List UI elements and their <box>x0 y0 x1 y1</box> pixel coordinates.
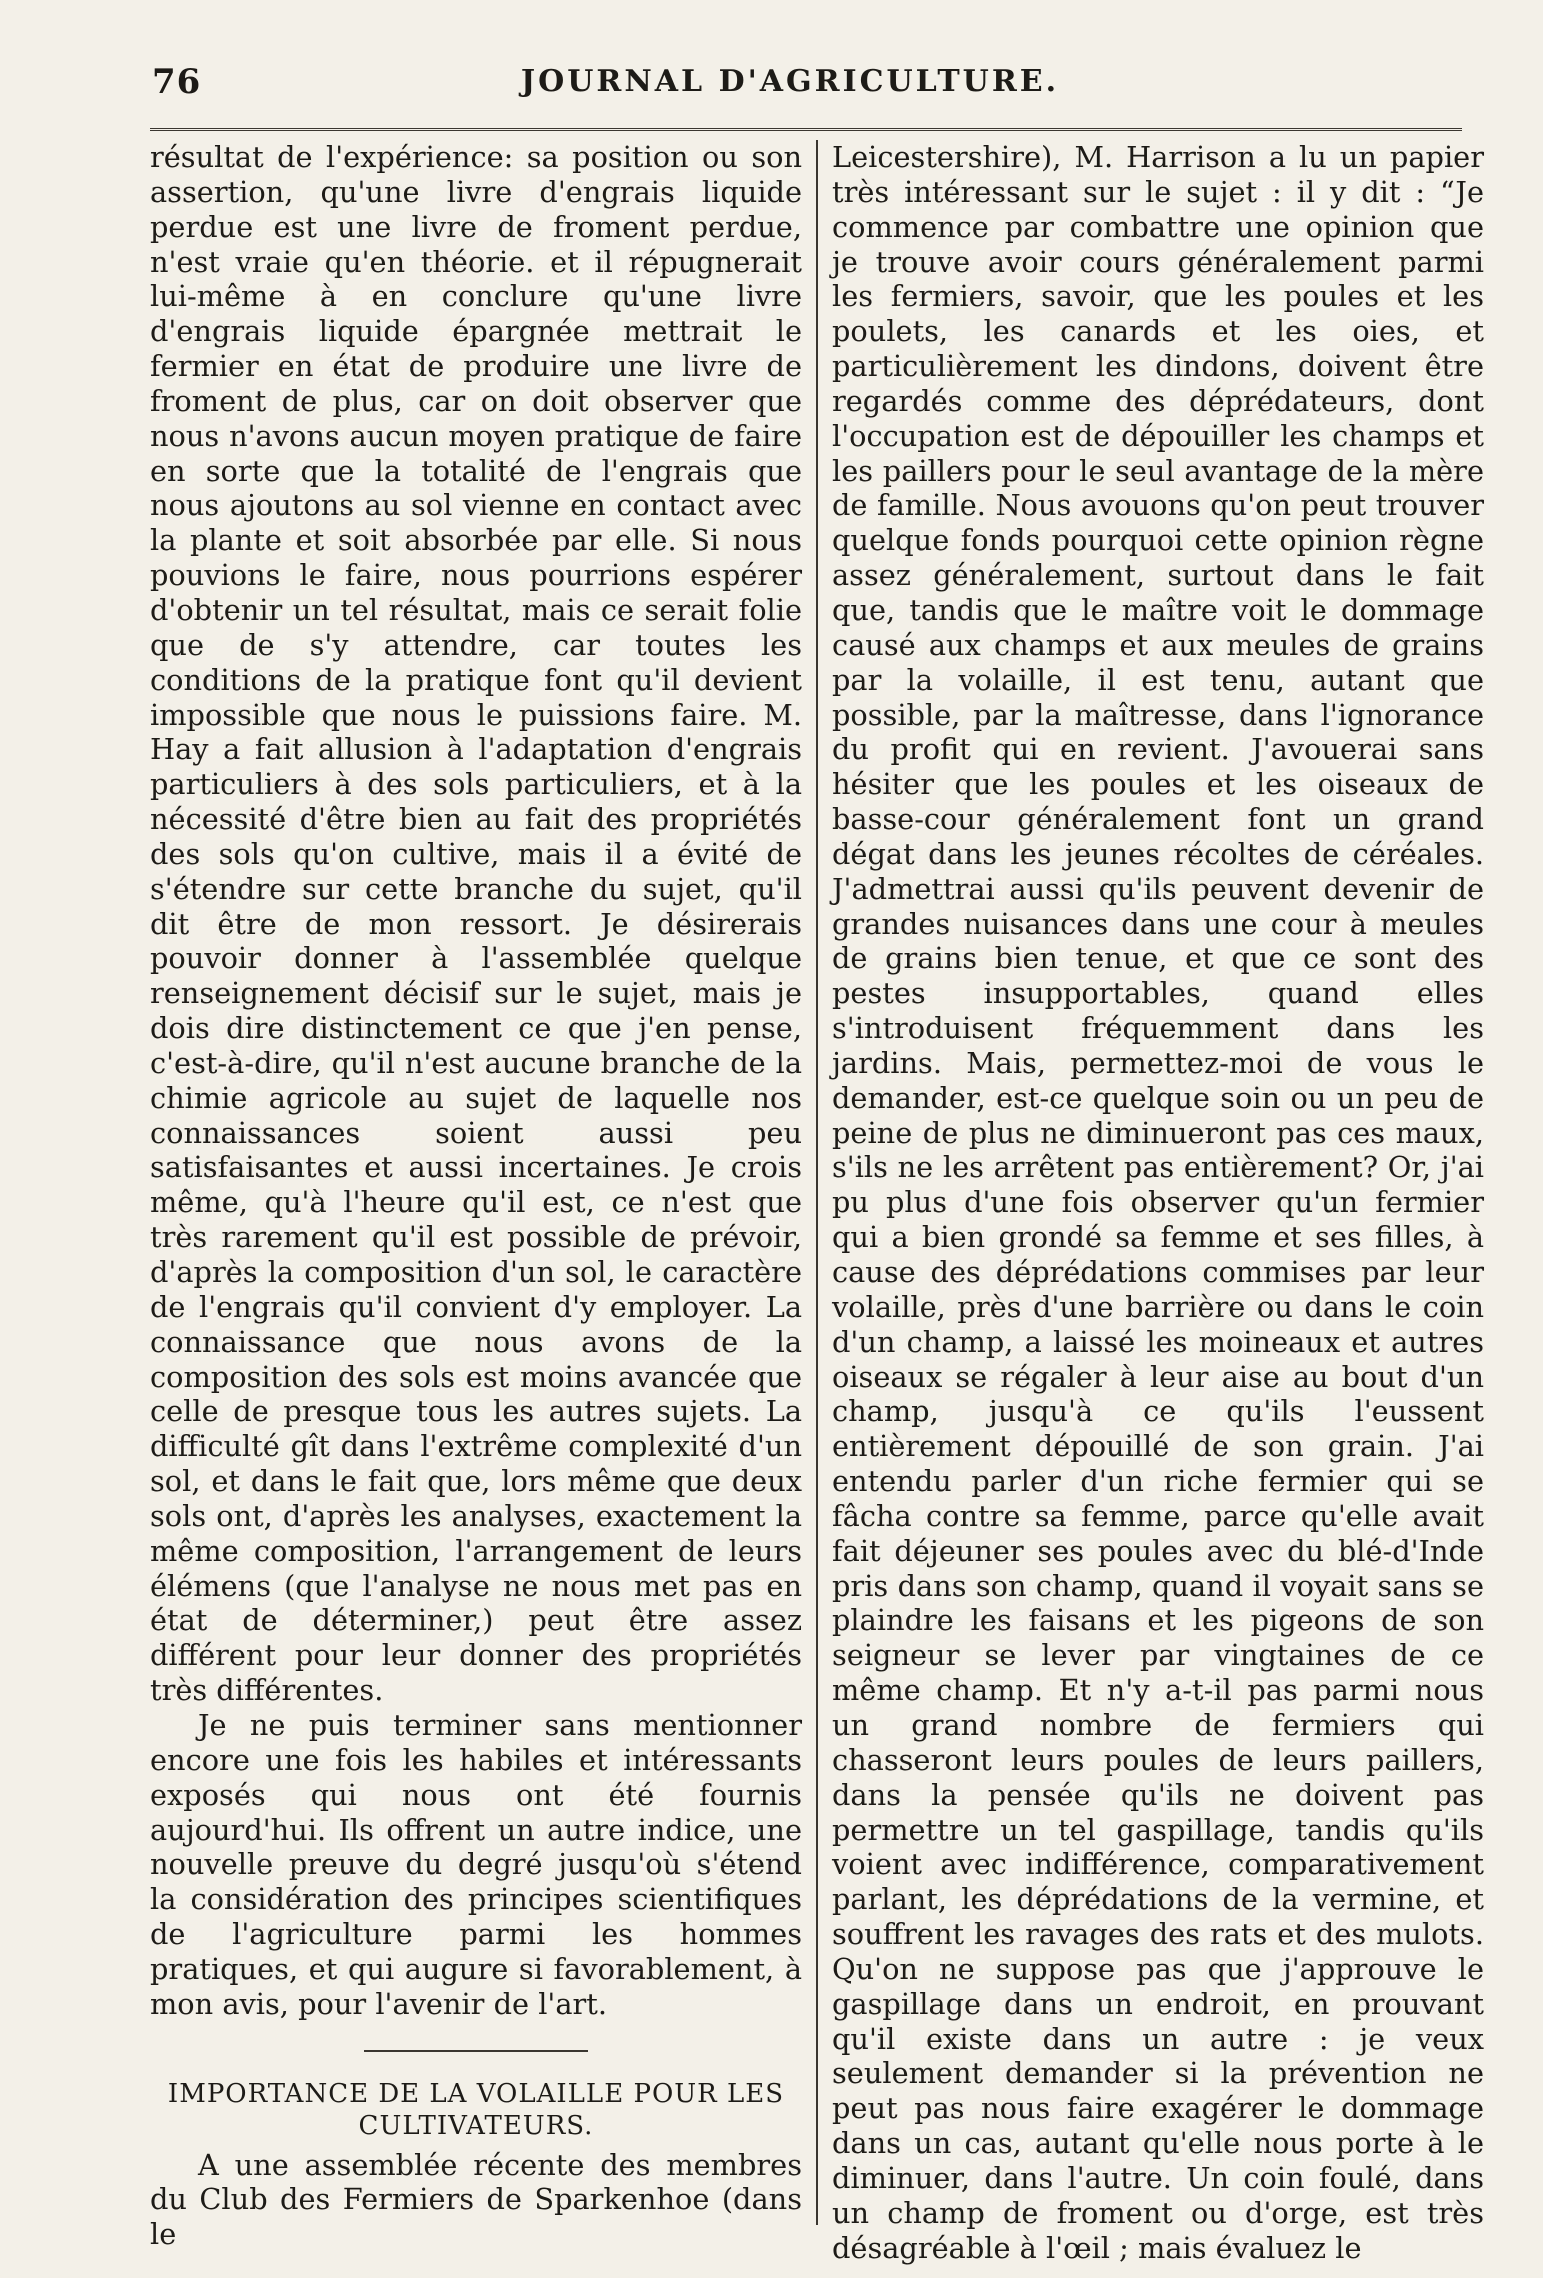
page-number: 76 <box>152 62 202 102</box>
left-column <box>150 140 802 2252</box>
right-column <box>832 140 1484 2265</box>
running-head <box>140 58 1440 108</box>
left-paragraph-article-start: A une assemblée récente des membres du Club des Fermiers de Sparkenhoe (dans le <box>150 2147 802 2252</box>
right-paragraph-article-body: Leicestershire), M. Harrison a lu un papier très intéressant sur le sujet : il y dit : “Je commence par combattre une opinion que je trouve avoir cours généralement parmi les fermiers, savoir, que les poules et les poulets, les canards et les oies, et particulièrement les dindons, doivent être regardés comme des déprédateurs, dont l'occupation est de dépouiller les champs et les paillers pour le seul avantage de la mère de famille. Nous avouons qu'on peut trouver quelque fonds pourquoi cette opinion règne assez généralement, surtout dans le fait que, tandis que le maître voit le dommage causé aux champs et aux meules de grains par la volaille, il est tenu, autant que possible, par la maîtresse, dans l'ignorance du profit qui en revient. J'avouerai sans hésiter que les poules et les oiseaux de basse-cour généralement font un grand dégat dans les jeunes récoltes de céréales. J'admettrai aussi qu'ils peuvent devenir de grandes nuisances dans une cour à meules de grains bien tenue, et que ce sont des pestes insupportables, quand elles s'introduisent fréquemment dans les jardins. Mais, permettez-moi de vous le demander, est-ce quelque soin ou un peu de peine de plus ne diminueront pas ces maux, s'ils ne les arrêtent pas entièrement? Or, j'ai pu plus d'une fois observer qu'un fermier qui a bien grondé sa femme et ses filles, à cause des déprédations commises par leur volaille, près d'une barrière ou dans le coin d'un champ, a laissé les moineaux et autres oiseaux se régaler à leur aise au bout d'un champ, jusqu'à ce qu'ils l'eussent entièrement dépouillé de son grain. J'ai entendu parler d'un riche fermier qui se fâcha contre sa femme, parce qu'elle avait fait déjeuner ses poules avec du blé-d'Inde pris dans son champ, quand il voyait sans se plaindre les faisans et les pigeons de son seigneur se lever par vingtaines de ce même champ. Et n'y a-t-il pas parmi nous un grand nombre de fermiers qui chasseront leurs poules de leurs paillers, dans la pensée qu'ils ne doivent pas permettre un tel gaspillage, tandis qu'ils voient avec indifférence, comparativement parlant, les déprédations de la vermine, et souffrent les ravages des rats et des mulots. Qu'on ne suppose pas que j'approuve le gaspillage dans un endroit, en prouvant qu'il existe dans un autre : je veux seulement demander si la prévention ne peut pas nous faire exagérer le dommage dans un cas, autant qu'elle nous porte à le diminuer, dans l'autre. Un coin foulé, dans un champ de froment ou d'orge, est très désagréable à l'œil ; mais évaluez le <box>832 140 1484 2265</box>
header-rule <box>150 128 1462 131</box>
column-divider <box>816 140 818 2225</box>
section-title: IMPORTANCE DE LA VOLAILLE POUR LES CULTIVATEURS. <box>167 2078 785 2141</box>
journal-title: JOURNAL D'AGRICULTURE. <box>520 64 1060 99</box>
left-paragraph-closing: Je ne puis terminer sans mentionner encore une fois les habiles et intéressants exposés qui nous ont été fournis aujourd'hui. Ils offrent un autre indice, une nouvelle preuve du degré jusqu'où s'étend la considération des principes scientifiques de l'agriculture parmi les hommes pratiques, et qui augure si favorablement, à mon avis, pour l'avenir de l'art. <box>150 1707 802 2021</box>
section-divider-rule <box>364 2050 588 2052</box>
left-paragraph-continuation: résultat de l'expérience: sa position ou son assertion, qu'une livre d'engrais liquide perdue est une livre de froment perdue, n'est vraie qu'en théorie. et il répugnerait lui-même à en conclure qu'une livre d'engrais liquide épargnée mettrait le fermier en état de produire une livre de froment de plus, car on doit observer que nous n'avons aucun moyen pratique de faire en sorte que la totalité de l'engrais que nous ajoutons au sol vienne en contact avec la plante et soit absorbée par elle. Si nous pouvions le faire, nous pourrions espérer d'obtenir un tel résultat, mais ce serait folie que de s'y attendre, car toutes les conditions de la pratique font qu'il devient impossible que nous le puissions faire. M. Hay a fait allusion à l'adaptation d'engrais particuliers à des sols particuliers, et à la nécessité d'être bien au fait des propriétés des sols qu'on cultive, mais il a évité de s'étendre sur cette branche du sujet, qu'il dit être de mon ressort. Je désirerais pouvoir donner à l'assemblée quelque renseignement décisif sur le sujet, mais je dois dire distinctement ce que j'en pense, c'est-à-dire, qu'il n'est aucune branche de la chimie agricole au sujet de laquelle nos connaissances soient aussi peu satisfaisantes et aussi incertaines. Je crois même, qu'à l'heure qu'il est, ce n'est que très rarement qu'il est possible de prévoir, d'après la composition d'un sol, le caractère de l'engrais qu'il convient d'y employer. La connaissance que nous avons de la composition des sols est moins avancée que celle de presque tous les autres sujets. La difficulté gît dans l'extrême complexité d'un sol, et dans le fait que, lors même que deux sols ont, d'après les analyses, exactement la même composition, l'arrangement de leurs élémens (que l'analyse ne nous met pas en état de déterminer,) peut être assez différent pour leur donner des propriétés très différentes. <box>150 140 802 1708</box>
